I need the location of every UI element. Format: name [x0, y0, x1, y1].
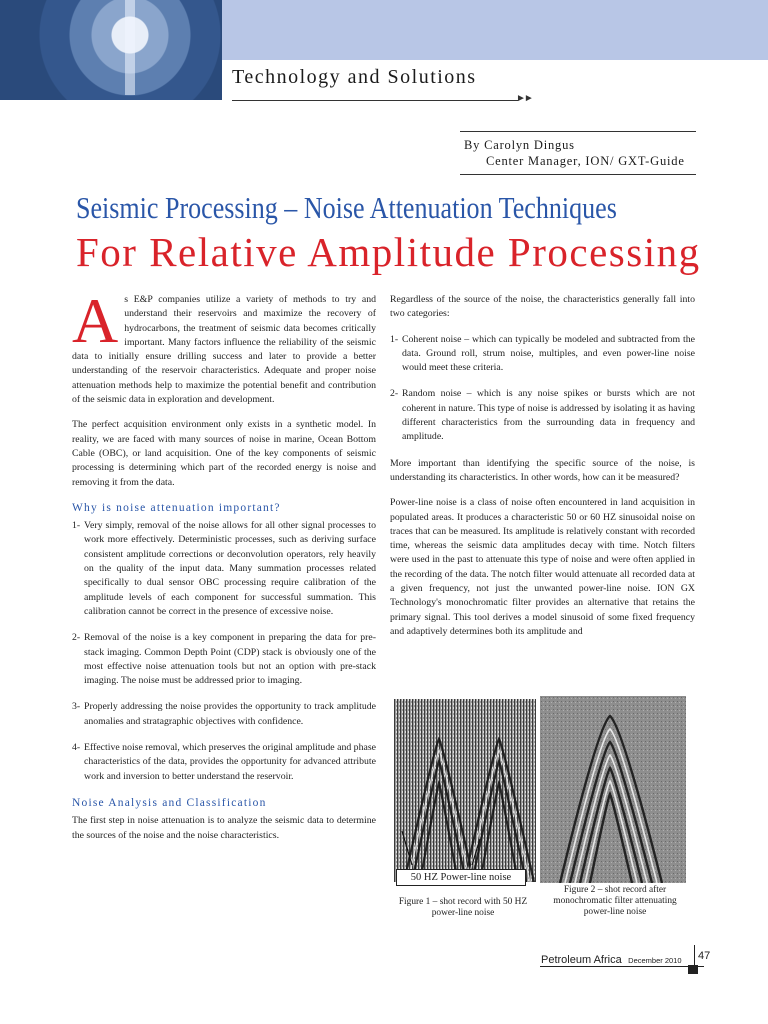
list-item: 4- Effective noise removal, which preserves the original amplitude and phase characteristics of the data, provides the opportunity for advanced attribute work and inversion to better understand the reservoir.: [72, 742, 376, 782]
publication-name: Petroleum Africa: [541, 954, 622, 966]
intro-paragraph: As E&P companies utilize a variety of methods to try and understand their reservoirs and maximize the recovery of hydrocarbons, the treatment of seismic data becomes critically important. Many factors influence the reliability of the seismic data to initially ensure drilling success and later to provide a better understanding of the reservoir characteristics. Adequate and proper noise attenuation methods help to maximize the potential benefit and contribution of the seismic data in exploration and development.: [72, 285, 376, 406]
paragraph: The first step in noise attenuation is to analyze the seismic data to determine the sources of the noise and the noise characteristics.: [72, 815, 376, 841]
headline-line2: For Relative Amplitude Processing: [76, 229, 701, 275]
publication-date: December 2010: [628, 956, 682, 965]
gear-graphic: [0, 0, 222, 100]
page-corner-icon: [688, 965, 698, 974]
subhead-noise-analysis: Noise Analysis and Classification: [72, 796, 267, 809]
figure-2-caption: Figure 2 – shot record after monochromatic filter attenuating power-line noise: [553, 885, 677, 917]
list-item: 2- Removal of the noise is a key component in preparing the data for pre-stack imaging. Common Depth Point (CDP) stack is obviously one of the most effective noise attenuation tools but not an option with pre-stack imaging. The noise must be addressed prior to imaging.: [72, 632, 376, 687]
section-divider: [232, 100, 518, 101]
headline-line1: Seismic Processing – Noise Attenuation Techniques: [76, 190, 617, 225]
list-item: 1- Very simply, removal of the noise allows for all other signal processes to work more effectively. Deterministic processes, such as deriving surface consistent amplitude corrections or deconvolution operators, rely heavily on the quality of the input data. Many summation processes related specifically to dual sensor OBC processing require calibration of the amplitude levels of each component for successful summation. This calibration cannot be correct in the presence of excessive noise.: [72, 520, 376, 617]
figure-2-filtered-record: [540, 696, 686, 883]
byline-author: By Carolyn Dingus: [464, 138, 575, 152]
arrow-icon: ►►: [516, 93, 532, 104]
page-number: 47: [698, 950, 711, 962]
dropcap: A: [72, 285, 119, 356]
byline: [464, 137, 685, 169]
paragraph: More important than identifying the specific source of the noise, is understanding its characteristics. In other words, how can it be measured?: [390, 457, 695, 483]
left-column: [72, 285, 376, 854]
paragraph: The perfect acquisition environment only exists in a synthetic model. In reality, we are faced with many sources of noise in marine, Ocean Bottom Cable (OBC), or land acquisition. One of the key components of seismic processing is determining which part of the recorded energy is noise and removing it from the data.: [72, 419, 376, 488]
section-title: Technology and Solutions: [232, 66, 477, 88]
byline-role: Center Manager, ION/ GXT-Guide: [486, 154, 685, 168]
byline-bottom-rule: [460, 174, 696, 175]
noise-label: 50 HZ Power-line noise: [396, 869, 526, 886]
paragraph: Power-line noise is a class of noise often encountered in land acquisition in populated areas. It produces a characteristic 50 or 60 HZ sinusoidal noise on traces that can be measured. Its amplitude is relatively constant with recorded time, whereas the seismic data amplitudes decay with time. Notch filters were used in the past to attenuate this type of noise and were often applied in the recording of the data. The notch filter would attenuate all recorded data at a given frequency, not just the unwanted power-line noise. ION GX Technology's monochromatic filter provides an alternative that retains the primary signal. This tool derives a model sinusoid of some fixed frequency and adaptively determines both its amplitude and: [390, 497, 695, 637]
footer-separator: [694, 945, 695, 967]
right-column: [390, 293, 695, 650]
footer-rule: [540, 966, 704, 967]
byline-top-rule: [460, 131, 696, 132]
paragraph: Regardless of the source of the noise, the characteristics generally fall into two categories:: [390, 294, 695, 320]
subhead-why-noise: Why is noise attenuation important?: [72, 501, 281, 514]
figures: [394, 699, 694, 929]
list-item: 1- Coherent noise – which can typically be modeled and subtracted from the data. Ground roll, strum noise, multiples, and even power-line noise would meet these criteria.: [390, 333, 695, 374]
list-item: 2- Random noise – which is any noise spikes or bursts which are not coherent in nature. This type of noise is addressed by isolating it as having different characteristics from the surrounding data in frequency and amplitude.: [390, 388, 695, 443]
figure-1-caption: Figure 1 – shot record with 50 HZ power-line noise: [398, 897, 528, 918]
list-item: 3- Properly addressing the noise provides the opportunity to track amplitude anomalies and stratagraphic objectives with confidence.: [72, 701, 376, 727]
figure-1-shot-record: [394, 699, 536, 882]
